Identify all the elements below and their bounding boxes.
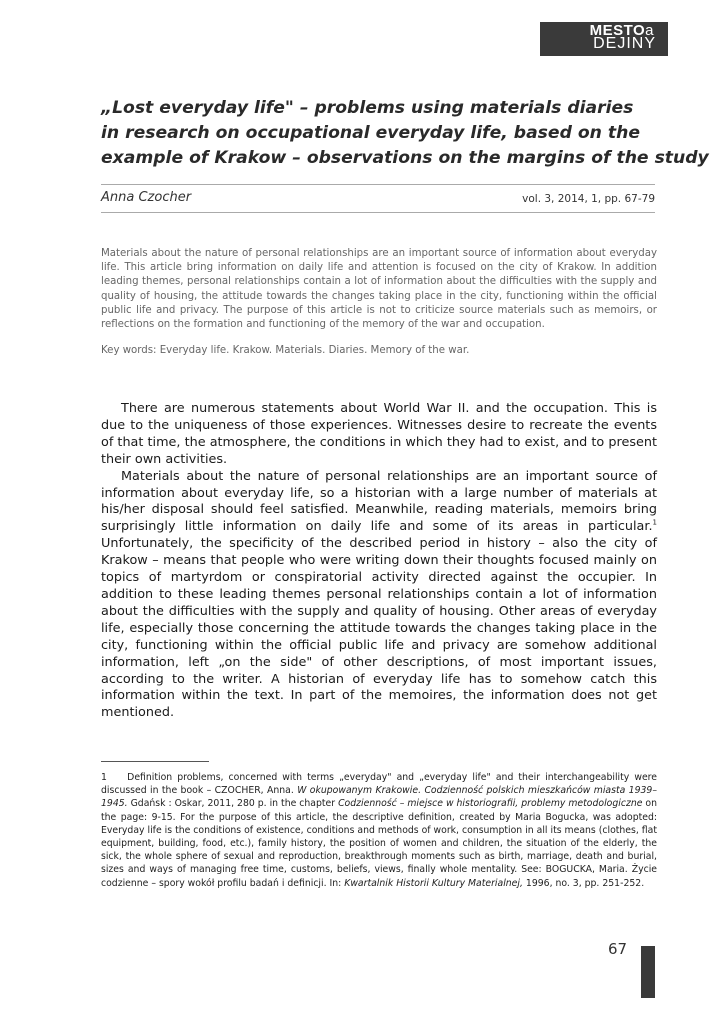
page-number: 67	[608, 940, 628, 958]
abstract: Materials about the nature of personal relationships are an important source of information about everyday life. This article bring information on daily life and attention is focused on the city of Krakow. In addition leading themes, personal relationships contain a lot of information about the difficulties with the supply and quality of housing, the attitude towards the changes taking place in the city, functioning within the official public life and privacy. The purpose of this article is not to criticize source materials such as memoirs, or reflections on the formation and functioning of the memory of the war and occupation.	[101, 248, 657, 331]
body-paragraph-1: There are numerous statements about World War II. and the occupation. This is due to the uniqueness of those experiences. Witnesses desire to recreate the events of that time, the atmosphere, the conditions in which they had to exist, and to present their own activities.	[101, 401, 657, 467]
keywords: Key words: Everyday life. Krakow. Materials. Diaries. Memory of the war.	[101, 345, 470, 356]
title-line-1: „Lost everyday life" – problems using materials diaries	[101, 98, 634, 118]
body-paragraph-2: Materials about the nature of personal relationships are an important source of information about everyday life, so a historian with a large number of materials at his/her disposal should feel satisfied. Meanwhile, reading materials, memoirs bring surprisingly little information on daily life and some of its areas in particular.$^1$ Unfortunately, the specificity of the described period in history – also the city of Krakow – means that people who were writing down their thoughts focused mainly on topics of martyrdom or conspiratorial activity directed against the occupier. In addition to these leading themes personal relationships contain a lot of information about the difficulties with the supply and quality of housing. Other areas of everyday life, especially those concerning the attitude towards the changes taking place in the city, functioning within the official public life and privacy are somehow additional information, left „on the side" of other descriptions, of most important issues, according to the writer. A historian of everyday life has to somehow catch this information within the text. In part of the memoires, the information does not get mentioned.	[101, 468, 657, 721]
author-name: Anna Czocher	[101, 190, 192, 205]
logo-bottom-text: DEJINY	[593, 35, 656, 52]
logo-top-text: MESTOa	[589, 22, 654, 39]
footnote-ref[interactable]: 1	[652, 519, 657, 528]
journal-logo	[540, 22, 668, 56]
article-body	[101, 401, 657, 722]
title-line-2: in research on occupational everyday life, based on the	[101, 123, 640, 143]
header-rule-bottom	[101, 212, 655, 213]
footnote-1: 1 Definition problems, concerned with terms „everyday" and „everyday life" and their interchangeability were discussed in the book – CZOCHER, Anna. W okupowanym Krakowie. Codzienność polskich mieszkańców miasta 1939–1945. Gdańsk : Oskar, 2011, 280 p. in the chapter Codzienność – miejsce w historiografii, problemy metodologiczne on the page: 9-15. For the purpose of this article, the descriptive definition, created by Maria Bogucka, was adopted: Everyday life is the conditions of existence, conditions and methods of work, consumption in all its means (clothes, flat equipment, building, food, etc.), family history, the position of women and children, the situation of the elderly, the sick, the whole sphere of sexual and reproduction, breakthrough moments such as birth, marriage, death and burial, sizes and ways of managing free time, customs, beliefs, views, finally whole mentality. See: BOGUCKA, Maria. Życie codzienne – spory wokół profilu badań i definicji. In: Kwartalnik Historii Kultury Materialnej, 1996, no. 3, pp. 251-252.	[101, 772, 658, 889]
article-title	[101, 96, 709, 171]
footnote-divider	[101, 761, 209, 762]
volume-info: vol. 3, 2014, 1, pp. 67-79	[522, 193, 655, 205]
header-rule-top	[101, 184, 655, 185]
title-line-3: example of Krakow – observations on the margins of the study	[101, 148, 709, 168]
page-edge-bar	[641, 946, 655, 998]
